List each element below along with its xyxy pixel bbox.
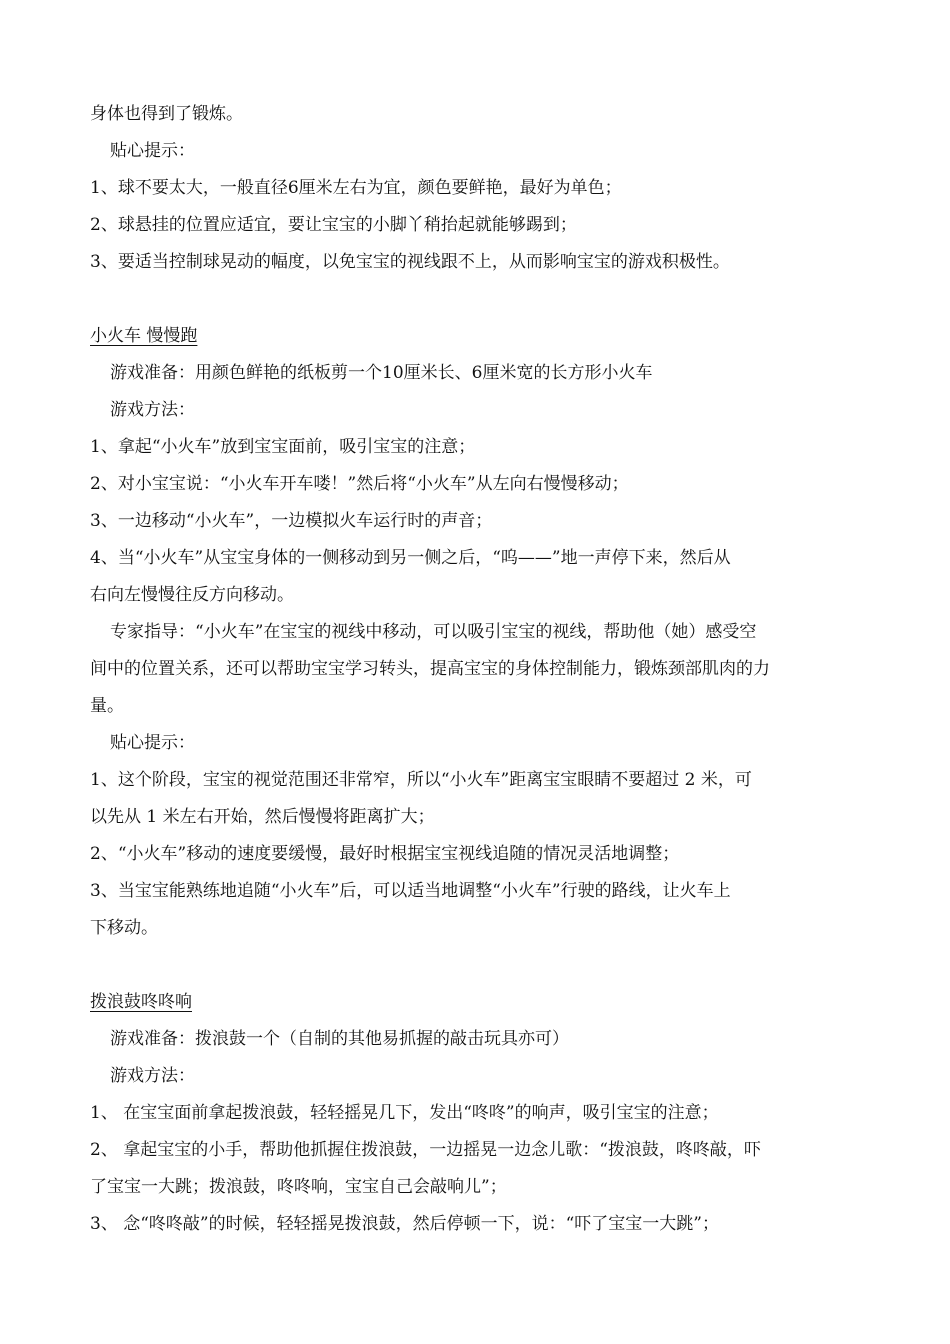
tip-item: 2、“小火车”移动的速度要缓慢，最好时根据宝宝视线追随的情况灵活地调整； — [90, 844, 680, 864]
step-item: 2、对小宝宝说：“小火车开车喽！”然后将“小火车”从左向右慢慢移动； — [90, 474, 629, 494]
section-title-drum: 拨浪鼓咚咚响 — [90, 992, 192, 1012]
step-item-cont: 了宝宝一大跳；拨浪鼓，咚咚响，宝宝自己会敲响儿”； — [90, 1177, 507, 1197]
document-page — [90, 96, 865, 1243]
section-gap — [90, 281, 865, 318]
step-item: 2、 拿起宝宝的小手，帮助他抓握住拨浪鼓，一边摇晃一边念儿歌：“拨浪鼓，咚咚敲，吓 — [90, 1140, 761, 1160]
section-gap — [90, 947, 865, 984]
method-heading: 游戏方法： — [110, 400, 195, 420]
expert-guidance: 专家指导：“小火车”在宝宝的视线中移动，可以吸引宝宝的视线，帮助他（她）感受空 — [110, 622, 757, 642]
step-item: 3、 念“咚咚敲”的时候，轻轻摇晃拨浪鼓，然后停顿一下，说：“吓了宝宝一大跳”； — [90, 1214, 719, 1234]
tip-item: 1、球不要太大，一般直径6厘米左右为宜，颜色要鲜艳，最好为单色； — [90, 178, 622, 198]
tip-item: 3、要适当控制球晃动的幅度，以免宝宝的视线跟不上，从而影响宝宝的游戏积极性。 — [90, 252, 730, 272]
step-item: 1、拿起“小火车”放到宝宝面前，吸引宝宝的注意； — [90, 437, 476, 457]
method-heading: 游戏方法： — [110, 1066, 195, 1086]
tip-item: 3、当宝宝能熟练地追随“小火车”后，可以适当地调整“小火车”行驶的路线，让火车上 — [90, 881, 731, 901]
tip-item: 2、球悬挂的位置应适宜，要让宝宝的小脚丫稍抬起就能够踢到； — [90, 215, 577, 235]
tips-heading: 贴心提示： — [110, 733, 195, 753]
game-preparation: 游戏准备：用颜色鲜艳的纸板剪一个10厘米长、6厘米宽的长方形小火车 — [110, 363, 653, 383]
tip-item-cont: 下移动。 — [90, 918, 158, 938]
tip-item: 1、这个阶段，宝宝的视觉范围还非常窄，所以“小火车”距离宝宝眼睛不要超过 2 米，可 — [90, 770, 752, 790]
tip-item-cont: 以先从 1 米左右开始，然后慢慢将距离扩大； — [90, 807, 435, 827]
tips-heading: 贴心提示： — [110, 141, 195, 161]
paragraph-continuation: 身体也得到了锻炼。 — [90, 104, 243, 124]
step-item-cont: 右向左慢慢往反方向移动。 — [90, 585, 294, 605]
step-item: 3、一边移动“小火车”，一边模拟火车运行时的声音； — [90, 511, 493, 531]
step-item: 1、 在宝宝面前拿起拨浪鼓，轻轻摇晃几下，发出“咚咚”的响声，吸引宝宝的注意； — [90, 1103, 719, 1123]
expert-guidance-cont: 间中的位置关系，还可以帮助宝宝学习转头，提高宝宝的身体控制能力，锻炼颈部肌肉的力 — [90, 659, 770, 679]
step-item: 4、当“小火车”从宝宝身体的一侧移动到另一侧之后，“呜——”地一声停下来，然后从 — [90, 548, 731, 568]
section-title-train: 小火车 慢慢跑 — [90, 326, 198, 346]
game-preparation: 游戏准备：拨浪鼓一个（自制的其他易抓握的敲击玩具亦可） — [110, 1029, 569, 1049]
expert-guidance-cont: 量。 — [90, 696, 124, 716]
